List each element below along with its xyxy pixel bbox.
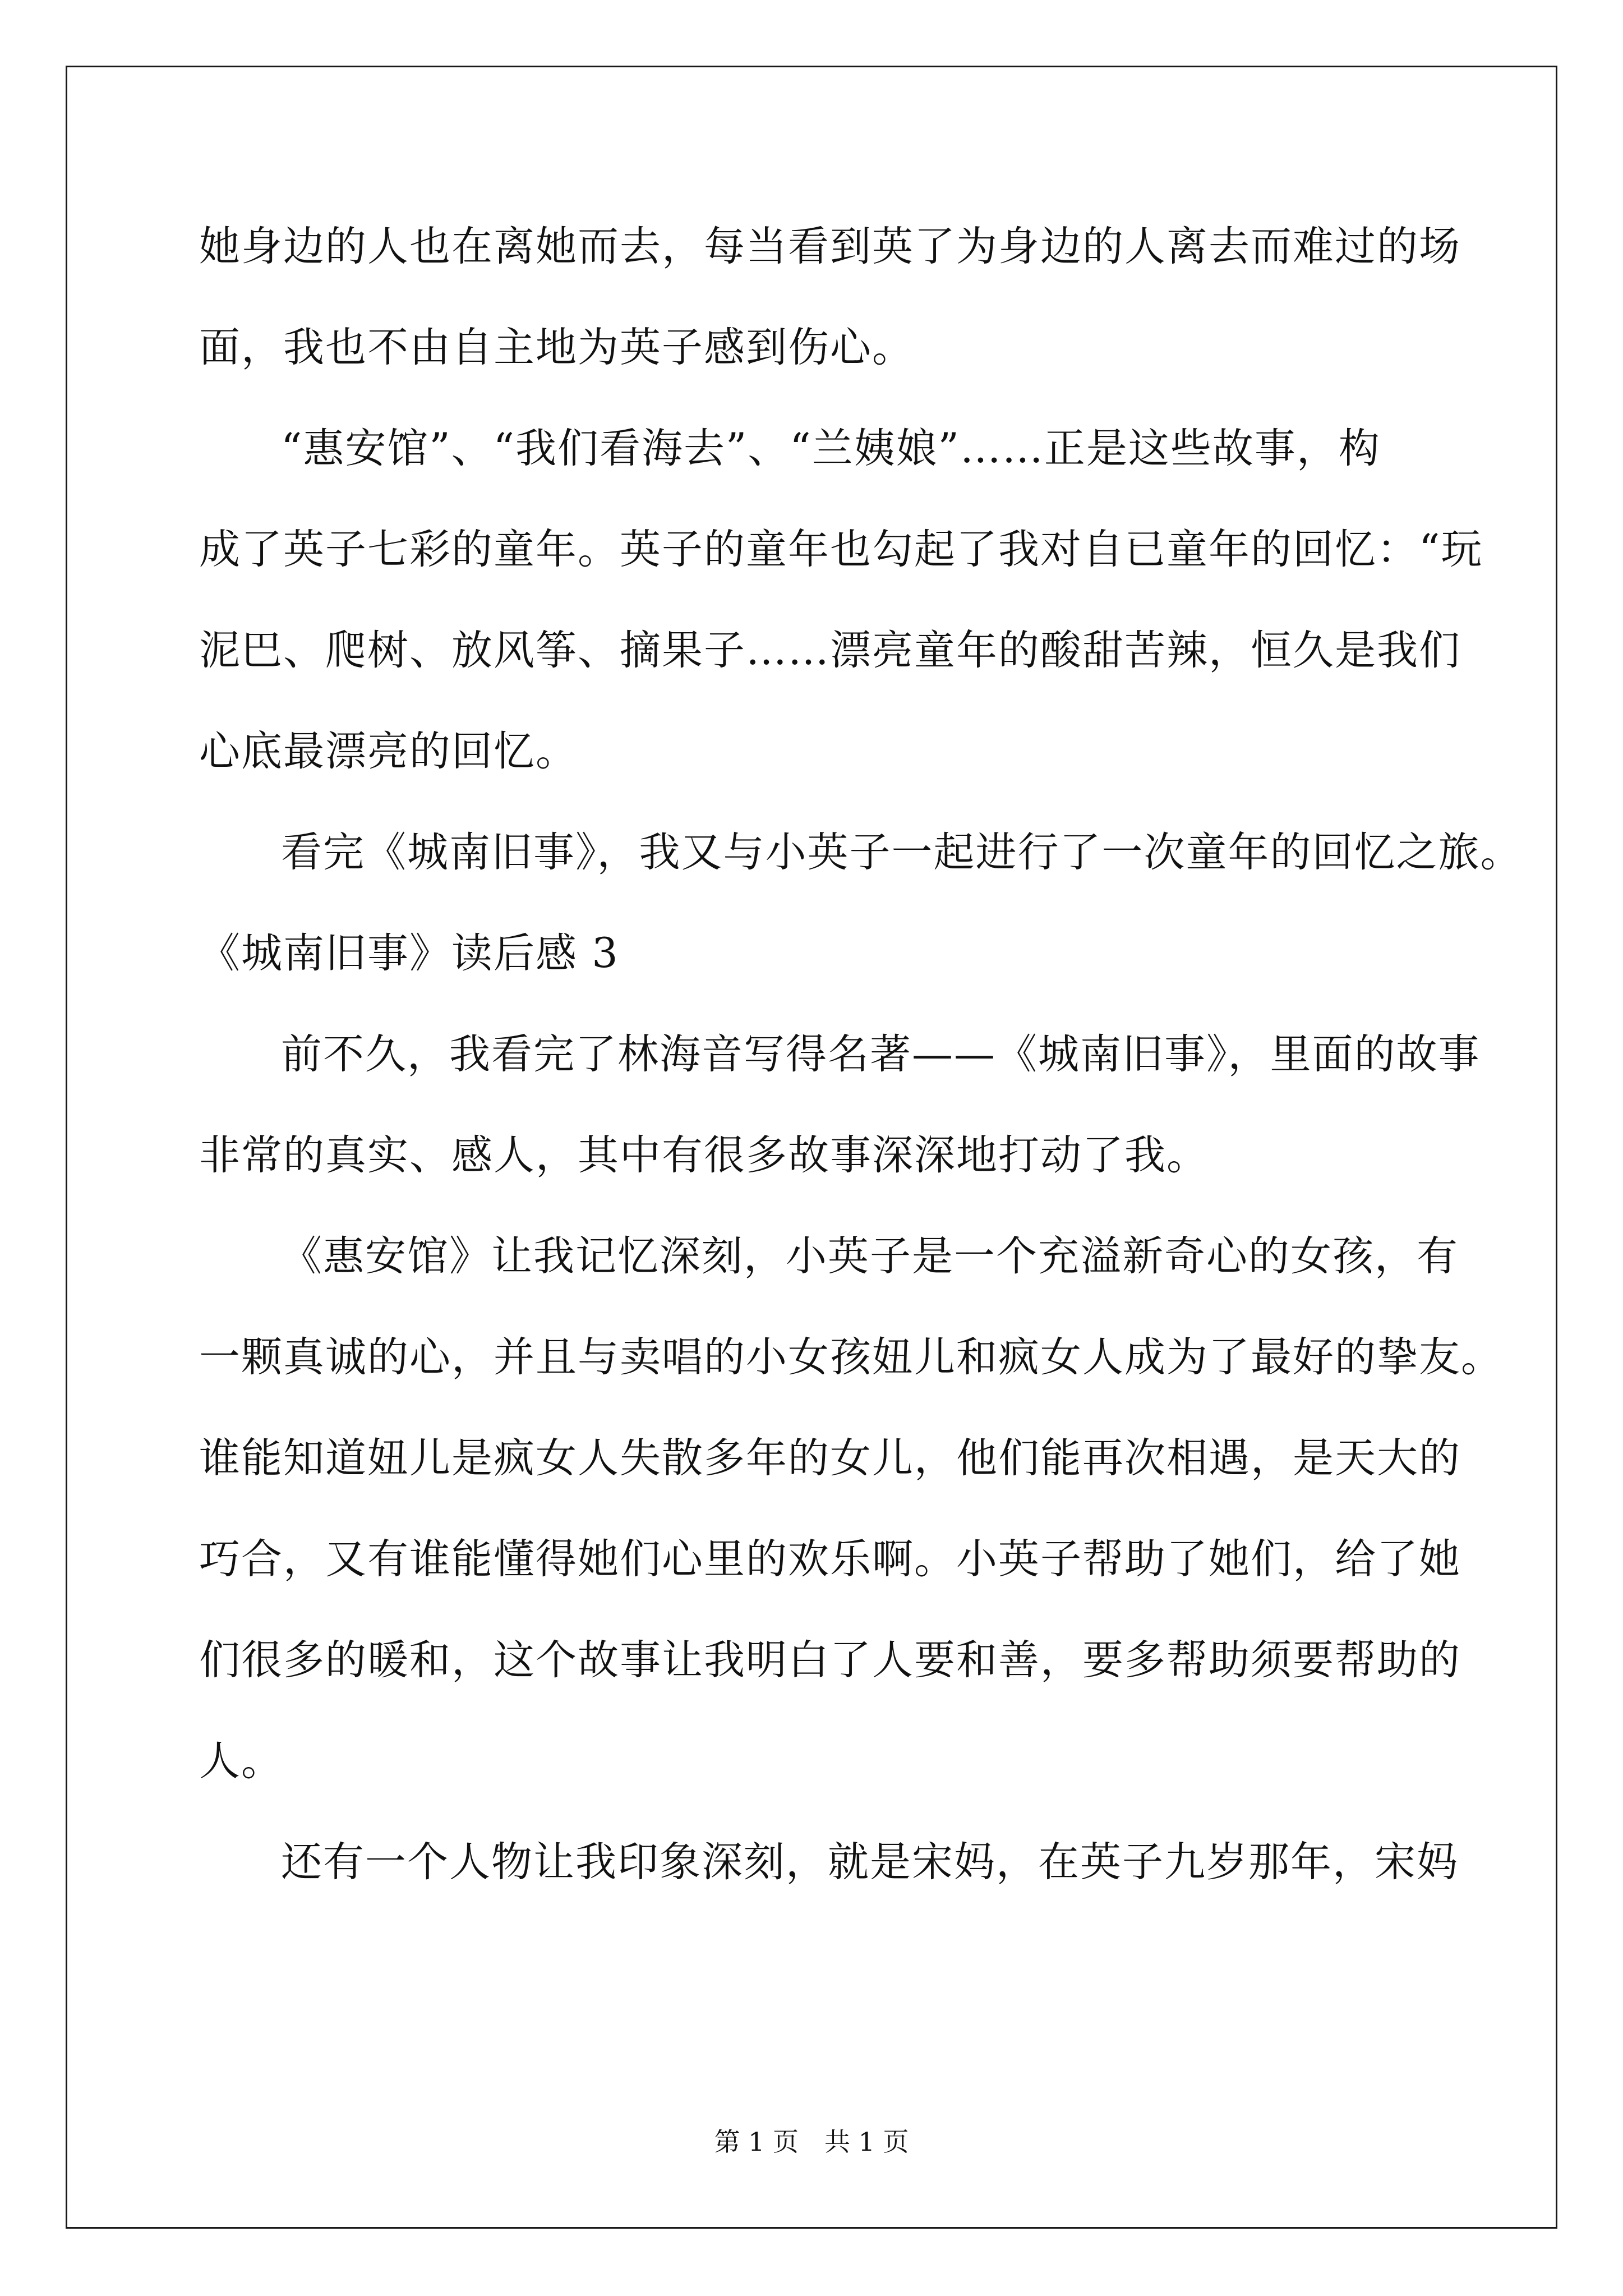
text-line: 她身边的人也在离她而去，每当看到英了为身边的人离去而难过的场 xyxy=(199,223,1461,270)
text-line: 人。 xyxy=(199,1737,283,1785)
text-line: 巧合，又有谁能懂得她们心里的欢乐啊。小英子帮助了她们，给了她 xyxy=(199,1535,1461,1583)
text-line: 们很多的暖和，这个故事让我明白了人要和善，要多帮助须要帮助的 xyxy=(199,1636,1461,1684)
text-line: 面，我也不由自主地为英子感到伤心。 xyxy=(199,324,914,371)
text-line: 谁能知道妞儿是疯女人失散多年的女儿，他们能再次相遇，是天大的 xyxy=(199,1434,1461,1482)
text-line: 一颗真诚的心，并且与卖唱的小女孩妞儿和疯女人成为了最好的挚友。 xyxy=(199,1333,1503,1381)
page-number-footer: 第 1 页 共 1 页 xyxy=(714,2127,909,2157)
text-line: 心底最漂亮的回忆。 xyxy=(199,728,578,775)
text-line: 成了英子七彩的童年。英子的童年也勾起了我对自已童年的回忆：“玩 xyxy=(199,526,1483,573)
text-line: 非常的真实、感人，其中有很多故事深深地打动了我。 xyxy=(199,1131,1209,1179)
text-line: “惠安馆”、“我们看海去”、“兰姨娘”……正是这些故事，构 xyxy=(281,425,1381,472)
text-line: 泥巴、爬树、放风筝、摘果子……漂亮童年的酸甜苦辣，恒久是我们 xyxy=(199,627,1461,674)
section-heading: 《城南旧事》读后感 3 xyxy=(199,930,619,977)
text-line: 前不久，我看完了林海音写得名著——《城南旧事》，里面的故事 xyxy=(281,1030,1481,1078)
text-line: 还有一个人物让我印象深刻，就是宋妈，在英子九岁那年，宋妈 xyxy=(281,1838,1459,1886)
text-line: 《惠安馆》让我记忆深刻，小英子是一个充溢新奇心的女孩，有 xyxy=(281,1232,1459,1280)
text-line: 看完《城南旧事》，我又与小英子一起进行了一次童年的回忆之旅。 xyxy=(281,829,1523,876)
